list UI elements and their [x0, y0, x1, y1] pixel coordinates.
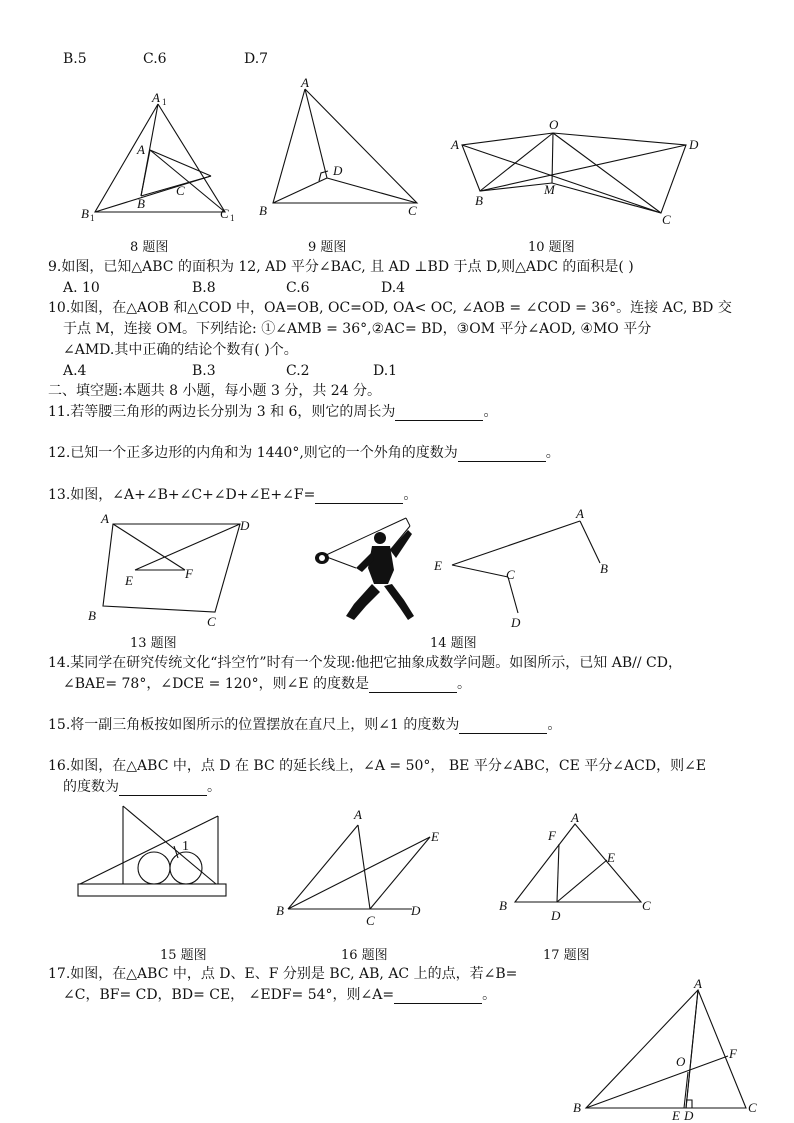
q15-end: 。 [547, 717, 562, 733]
label-B: B [573, 1100, 581, 1115]
label-A: A [354, 807, 362, 822]
figure-17 [495, 810, 665, 925]
section-heading: 二、填空题:本题共 8 小题，每小题 3 分，共 24 分。 [48, 383, 382, 399]
label-B: B [499, 898, 507, 913]
label-E: E [434, 558, 442, 573]
caption-fig9: 9 题图 [308, 240, 347, 255]
label-C: C [506, 567, 515, 582]
label-B: B [276, 903, 284, 918]
figure-15 [78, 800, 228, 900]
label-A: A [101, 511, 109, 526]
caption-fig16: 16 题图 [341, 948, 388, 963]
label-O: O [549, 117, 559, 132]
figure-18 [570, 976, 770, 1123]
q10-line1: 10.如图，在△AOB 和△COD 中，OA=OB, OC=OD, OA< OC, ∠AOB = ∠COD = 36°。连接 AC, BD 交 [48, 300, 732, 316]
q15-answer-blank[interactable] [459, 719, 547, 734]
caption-fig8: 8 题图 [130, 240, 169, 255]
label-angle-1: 1 [182, 839, 189, 854]
label-C1: C [220, 206, 229, 221]
label-D: D [411, 903, 421, 918]
q9-option-c: C.6 [286, 280, 310, 296]
label-C: C [662, 212, 671, 227]
q16-line1: 16.如图，在△ABC 中，点 D 在 BC 的延长线上，∠A = 50°， BE 平分∠ABC，CE 平分∠ACD，则∠E [48, 758, 707, 774]
q17-line2: ∠C，BF= CD，BD= CE， ∠EDF= 54°，则∠A= [63, 987, 395, 1003]
q9-option-a: A. 10 [63, 280, 100, 296]
figure-13 [85, 510, 250, 635]
label-C1-sub: 1 [230, 213, 235, 223]
q11-answer-blank[interactable] [395, 406, 483, 421]
label-A1-sub: 1 [162, 97, 167, 107]
figure-10 [448, 115, 708, 230]
label-C: C [207, 614, 216, 629]
q12-end: 。 [545, 445, 560, 461]
label-C: C [748, 1100, 757, 1115]
label-B1: B [81, 206, 89, 221]
caption-fig17: 17 题图 [543, 948, 590, 963]
q14 [63, 675, 471, 693]
label-B: B [137, 196, 145, 211]
label-A: A [694, 976, 702, 991]
q11-text: 11.若等腰三角形的两边长分别为 3 和 6，则它的周长为 [48, 404, 396, 420]
label-E: E [431, 829, 439, 844]
option-b: B.5 [63, 51, 87, 67]
q9-option-b: B.8 [192, 280, 216, 296]
label-F: F [729, 1046, 737, 1061]
q10-line2: 于点 M，连接 OM。下列结论: ①∠AMB = 36°,②AC= BD，③OM 平分∠AOD, ④MO 平分 [63, 321, 652, 337]
caption-fig13: 13 题图 [130, 636, 177, 651]
label-A: A [571, 810, 579, 825]
q16-end: 。 [207, 779, 221, 795]
q15-text: 15.将一副三角板按如图所示的位置摆放在直尺上，则∠1 的度数为 [48, 717, 460, 733]
q13-answer-blank[interactable] [315, 489, 403, 504]
option-d: D.7 [244, 51, 269, 67]
q17-line1: 17.如图，在△ABC 中，点 D、E、F 分别是 BC, AB, AC 上的点，若∠B= [48, 966, 518, 982]
label-C: C [642, 898, 651, 913]
label-B: B [475, 193, 483, 208]
q14-answer-blank[interactable] [369, 678, 457, 693]
label-F: F [548, 828, 556, 843]
q15 [48, 716, 561, 734]
label-A: A [451, 137, 459, 152]
label-C: C [366, 913, 375, 928]
label-B1-sub: 1 [90, 213, 95, 223]
q13-text: 13.如图，∠A+∠B+∠C+∠D+∠E+∠F= [48, 487, 316, 503]
label-C: C [176, 183, 185, 198]
label-M: M [544, 182, 555, 197]
label-A: A [137, 142, 145, 157]
q10-option-a: A.4 [63, 363, 87, 379]
q17 [63, 986, 496, 1004]
caption-fig15: 15 题图 [160, 948, 207, 963]
label-C: C [408, 203, 417, 218]
option-c: C.6 [143, 51, 167, 67]
q14-line2: ∠BAE= 78°，∠DCE = 120°，则∠E 的度数是 [63, 676, 369, 692]
label-F: F [185, 566, 193, 581]
figure-14 [430, 505, 615, 630]
label-A1: A [152, 90, 160, 105]
q9-option-d: D.4 [381, 280, 406, 296]
q11-end: 。 [483, 404, 498, 420]
q17-answer-blank[interactable] [394, 989, 482, 1004]
q10-line3: ∠AMD.其中正确的结论个数有( )个。 [63, 342, 298, 358]
q14-end: 。 [456, 676, 471, 692]
label-B: B [600, 561, 608, 576]
diabolo-player-illustration [310, 512, 420, 627]
label-A: A [576, 506, 584, 521]
label-E: E [125, 573, 133, 588]
q16 [63, 778, 221, 796]
label-D: D [240, 518, 250, 533]
q12-answer-blank[interactable] [458, 447, 546, 462]
label-D: D [333, 163, 343, 178]
q10-option-c: C.2 [286, 363, 310, 379]
q11 [48, 403, 497, 421]
q17-end: 。 [482, 987, 497, 1003]
label-D: D [684, 1108, 694, 1123]
q13-end: 。 [403, 487, 418, 503]
q14-line1: 14.某同学在研究传统文化“抖空竹”时有一个发现:他把它抽象成数学问题。如图所示，已知 AB// CD， [48, 655, 682, 671]
q9-text: 9.如图，已知△ABC 的面积为 12, AD 平分∠BAC, 且 AD ⊥BD 于点 D,则△ADC 的面积是( ) [48, 259, 634, 275]
label-O: O [676, 1054, 686, 1069]
label-D: D [689, 137, 699, 152]
figure-9 [255, 75, 430, 225]
label-B: B [88, 608, 96, 623]
label-B: B [259, 203, 267, 218]
label-D: D [551, 908, 561, 923]
q13 [48, 486, 417, 504]
q12-text: 12.已知一个正多边形的内角和为 1440°,则它的一个外角的度数为 [48, 445, 458, 461]
label-E: E [672, 1108, 680, 1123]
label-E: E [607, 850, 615, 865]
q12 [48, 444, 560, 462]
q16-answer-blank[interactable] [119, 781, 207, 796]
q16-line2: 的度数为 [63, 779, 119, 795]
label-A: A [301, 75, 309, 90]
q10-option-d: D.1 [373, 363, 398, 379]
figure-16 [272, 805, 452, 930]
label-D: D [511, 615, 521, 630]
caption-fig14: 14 题图 [430, 636, 477, 651]
q10-option-b: B.3 [192, 363, 216, 379]
figure-8 [75, 90, 245, 230]
caption-fig10: 10 题图 [528, 240, 575, 255]
